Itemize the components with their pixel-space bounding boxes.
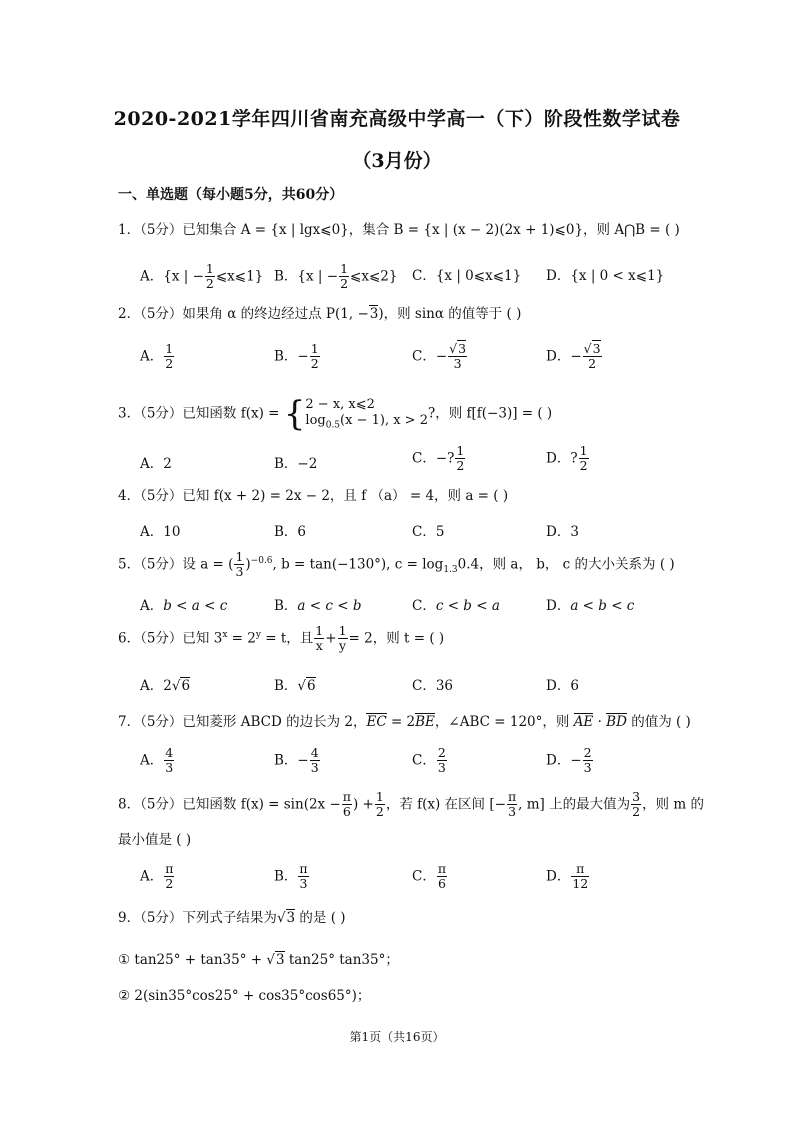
page-title: 2020-2021学年四川省南充高级中学高一（下）阶段性数学试卷 — [113, 108, 681, 130]
q2-option-a: A． $\frac{1}{2}$ — [140, 341, 174, 372]
q4-option-c: C．5 — [412, 524, 445, 540]
question-4-stem: 4．（5分）已知 f(x + 2) = 2x − 2，且 f （a） = 4，则 a = ( ) — [118, 488, 509, 504]
page-subtitle: （3月份） — [352, 150, 442, 172]
page-footer: 第1页（共16页） — [349, 1030, 445, 1044]
q2-option-b: B．− $\frac{1}{2}$ — [274, 341, 319, 372]
q8-option-a: A． $\frac{\pi}{2}$ — [140, 861, 174, 892]
q7-option-d: D．− $\frac{2}{3}$ — [546, 745, 592, 776]
q3-option-b: B．−2 — [274, 456, 318, 472]
q2-option-c: C．− $\frac{√3}{3}$ — [412, 341, 467, 372]
q1-option-c: C．{x | 0⩽x⩽1} — [412, 268, 522, 284]
q1-text: 1．（5分）已知集合 A = {x | lgx⩽0}，集合 B = {x | (x − 2)(2x + 1)⩽0}，则 A⋂B = ( — [118, 222, 671, 238]
section-heading: 一、单选题（每小题5分，共60分） — [118, 187, 344, 203]
q4-option-d: D．3 — [546, 524, 579, 540]
q3-option-c: C．−? $\frac{1}{2}$ — [412, 443, 465, 474]
q6-option-c: C．36 — [412, 678, 454, 694]
q1-text-end: ) — [670, 222, 680, 238]
q5-option-b: B．a < c < b — [274, 598, 362, 614]
question-7-stem: 7．（5分）已知菱形 ABCD 的边长为 2，EC = 2BE，∠ABC = 120°，则 AE · BD 的值为 ( ) — [118, 714, 691, 730]
q5-option-d: D．a < b < c — [546, 598, 635, 614]
q3-option-a: A．2 — [140, 456, 172, 472]
question-9-item-2: ② 2(sin35°cos25° + cos35°cos65°)； — [118, 988, 371, 1004]
q3-option-d: D．? $\frac{1}{2}$ — [546, 443, 588, 474]
q8-option-b: B． $\frac{\pi}{3}$ — [274, 861, 308, 892]
q1-option-a: A．{x | − $\frac{1}{2}$ ⩽x⩽1} — [140, 261, 264, 292]
q5-option-a: A．b < a < c — [140, 598, 228, 614]
q1-option-d: D．{x | 0 < x⩽1} — [546, 268, 665, 284]
q1-option-b: B．{x | − $\frac{1}{2}$ ⩽x⩽2} — [274, 261, 398, 292]
q6-option-b: B．√6 — [274, 678, 316, 694]
q8-option-c: C． $\frac{\pi}{6}$ — [412, 861, 447, 892]
q4-option-b: B．6 — [274, 524, 307, 540]
q6-option-d: D．6 — [546, 678, 579, 694]
question-1-stem — [118, 222, 680, 240]
q8-option-d: D． $\frac{\pi}{12}$ — [546, 861, 589, 892]
question-6-stem: 6．（5分）已知 $3^x = 2^y = t$，且 $\frac{1}{x}$ + $\frac{1}{y}$ = 2，则 t = ( ) — [118, 623, 445, 654]
question-9-item-1: ① tan25° + tan35° + √3 tan25° tan35°； — [118, 952, 399, 968]
q6-option-a: A．2√6 — [140, 678, 191, 694]
q7-option-a: A． $\frac{4}{3}$ — [140, 745, 174, 776]
question-3-stem: 3．（5分）已知函数 f(x) = { 2 − x, x⩽2 $\log_{0.5}(x - 1)$, x > 2 ?，则 f[f(−3)] = ( ) — [118, 394, 553, 434]
question-8-stem: 8．（5分）已知函数 f(x) = sin(2x − $\frac{\pi}{6}$ ) + $\frac{1}{2}$ ，若 f(x) 在区间 [− $\frac{\pi}{3}$ , m] 上的最大值为 $\frac{3}{2}$ ，则 m 的 — [118, 789, 704, 820]
q7-option-b: B．− $\frac{4}{3}$ — [274, 745, 319, 776]
question-9-stem: 9．（5分）下列式子结果为√3 的是 ( ) — [118, 910, 346, 926]
q4-option-a: A．10 — [140, 524, 181, 540]
q5-option-c: C．c < b < a — [412, 598, 500, 614]
q7-option-c: C． $\frac{2}{3}$ — [412, 745, 446, 776]
question-8-stem-line2: 最小值是 ( ) — [118, 832, 192, 848]
question-2-stem: 2．（5分）如果角 α 的终边经过点 P(1, −3)，则 sinα 的值等于 ( ) — [118, 306, 522, 322]
q2-option-d: D．− $\frac{√3}{2}$ — [546, 341, 601, 372]
question-5-stem: 5．（5分）设 a = ( $\frac{1}{3}$ )$^{-0.6}$, b = tan(−130°), $c = \log_{1.3}0.4$，则 a， b， c 的大小关系为 ( ) — [118, 549, 675, 580]
